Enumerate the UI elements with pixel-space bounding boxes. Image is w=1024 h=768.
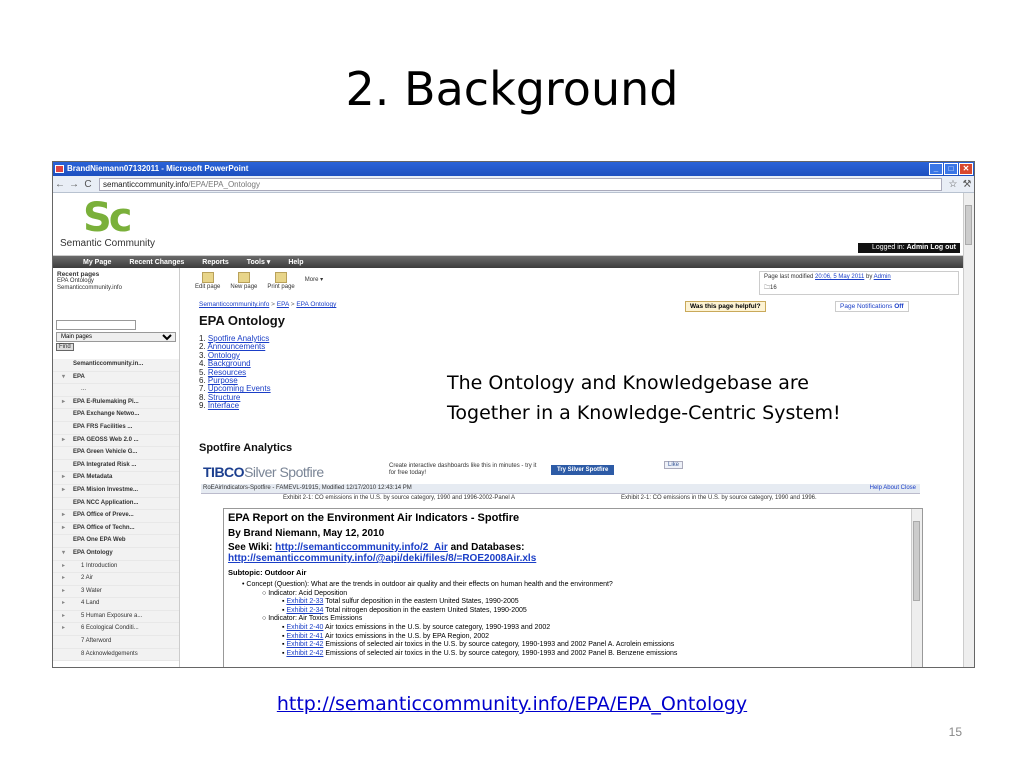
logout-link[interactable]: Log out [930, 244, 956, 251]
login-status [858, 243, 960, 253]
forward-icon[interactable]: → [69, 178, 79, 190]
exhibit-link[interactable]: Exhibit 2-42 [286, 649, 324, 657]
bullet: ○ [262, 589, 267, 597]
toc-link[interactable]: Resources [207, 367, 247, 377]
helpful-label: Was this page helpful? [690, 303, 761, 310]
breadcrumb-link[interactable]: Semanticcommunity.info [199, 301, 270, 308]
find-button[interactable]: Find [56, 343, 74, 351]
address-bar[interactable] [99, 178, 942, 191]
outline-text: Indicator: Acid Deposition [268, 589, 348, 597]
try-spotfire-button[interactable]: Try Silver Spotfire [551, 465, 614, 475]
exhibit-link[interactable]: Exhibit 2-33 [286, 598, 324, 606]
outline-item [228, 590, 908, 599]
tree-item[interactable]: EPA Integrated Risk ... [53, 460, 179, 473]
outline-item [228, 581, 908, 590]
report-title: EPA Report on the Environment Air Indicators - Spotfire [228, 512, 520, 524]
tree-item[interactable]: EPA NCC Application... [53, 498, 179, 511]
recent-pages-title: Recent pages [57, 271, 100, 278]
tree-item[interactable]: ▾ EPA Ontology [53, 548, 179, 561]
recent-page-link[interactable]: EPA Ontology [57, 278, 94, 284]
slide-number: 15 [948, 725, 962, 739]
tree-item[interactable]: ▾ EPA [53, 372, 179, 385]
toc-link[interactable]: Ontology [207, 350, 240, 360]
outline-item [228, 624, 908, 633]
notifications-state: Off [894, 303, 904, 310]
url-host: semanticcommunity.info [103, 179, 189, 189]
outline-item [228, 607, 908, 616]
toc-number: 9. [199, 401, 208, 411]
url-path: /EPA/EPA_Ontology [188, 179, 260, 189]
menu-my-page[interactable]: My Page [83, 258, 112, 266]
window-title: BrandNiemann07132011 - Microsoft PowerPoint [67, 164, 249, 173]
tree-item[interactable]: ▸ EPA GEOSS Web 2.0 ... [53, 435, 179, 448]
logged-in-label: Logged in: [871, 244, 905, 251]
toc-number: 8. [199, 392, 208, 402]
page-title: EPA Ontology [199, 313, 285, 328]
outline-item [228, 633, 908, 642]
search-input[interactable] [56, 320, 136, 330]
scroll-thumb[interactable] [913, 521, 920, 601]
spotfire-tab[interactable]: Exhibit 2-1: CO emissions in the U.S. by source category, 1990 and 1996-2002-Panel A [283, 495, 516, 501]
report-byline: By Brand Niemann, May 12, 2010 [228, 528, 385, 539]
table-of-contents [199, 335, 271, 411]
new-page-label: New page [230, 284, 258, 290]
outline-text: Concept (Question): What are the trends in outdoor air quality and their effects on human health and the environment? [246, 581, 613, 588]
bullet: • [242, 581, 245, 588]
tree-item[interactable]: ▸ 5 Human Exposure a... [53, 611, 179, 624]
tree-item[interactable]: ... [53, 384, 179, 397]
recent-pages [53, 268, 179, 295]
bullet: ▪ [282, 649, 285, 657]
tree-item[interactable]: ▸ 3 Water [53, 586, 179, 599]
spotfire-description: Create interactive dashboards like this in minutes - try it for free today! [389, 463, 537, 476]
print-page-label: Print page [267, 284, 295, 290]
modified-user-link[interactable]: Admin [873, 274, 891, 280]
close-icon[interactable]: ✕ [959, 163, 973, 175]
toc-number: 6. [199, 376, 208, 386]
toc-number: 7. [199, 384, 208, 394]
spotfire-file-info: RoEAirIndicators-Spotfire - FAMEVL-91915, Modified 12/17/2010 12:43:14 PM [203, 485, 412, 491]
toc-number: 3. [199, 350, 208, 360]
scroll-thumb[interactable] [965, 205, 972, 245]
outline-item [228, 598, 908, 607]
wiki-link[interactable]: http://semanticcommunity.info/2_Air [275, 542, 448, 553]
exhibit-link[interactable]: Exhibit 2-34 [286, 606, 324, 614]
report-subtopic: Subtopic: Outdoor Air [228, 568, 307, 577]
wiki-prefix: See Wiki: [228, 542, 273, 553]
page-helpful-widget[interactable] [685, 301, 766, 312]
toc-link[interactable]: Structure [207, 392, 241, 402]
spotfire-banner [201, 461, 721, 481]
app-icon [55, 165, 64, 173]
toc-number: 1. [199, 334, 208, 343]
minimize-icon[interactable]: _ [929, 163, 943, 175]
toc-link[interactable]: Upcoming Events [207, 384, 271, 394]
toc-number: 2. [199, 342, 208, 352]
site-logo-text: Semantic Community [60, 238, 156, 249]
spotfire-toolbar [201, 484, 920, 494]
tree-item[interactable]: 8 Acknowledgements [53, 649, 179, 662]
tree-item[interactable]: 7 Afterword [53, 636, 179, 649]
edit-page-label: Edit page [195, 284, 221, 290]
bullet: ○ [262, 615, 267, 623]
menu-tools[interactable]: Tools ▾ [246, 259, 271, 266]
tree-item[interactable]: ▸ 6 Ecological Conditi... [53, 623, 179, 636]
wiki-mid: and Databases: [450, 542, 525, 553]
outline-item [228, 641, 908, 650]
exhibit-link[interactable]: Exhibit 2-42 [286, 641, 324, 649]
modified-date-link[interactable]: 20:06, 5 May 2011 [815, 274, 865, 280]
bullet: ▪ [282, 598, 285, 606]
tibco-logo-text: TIBCO [203, 464, 245, 480]
toc-link[interactable]: Interface [207, 401, 240, 411]
site-logo[interactable]: Sc [83, 195, 130, 241]
menu-recent-changes[interactable]: Recent Changes [129, 258, 185, 266]
spotfire-tabs [201, 495, 920, 503]
outline-text: Indicator: Air Toxics Emissions [268, 615, 363, 623]
tree-item[interactable]: EPA FRS Facilities ... [53, 422, 179, 435]
outline-text: Total sulfur deposition in the eastern United States, 1990-2005 [325, 598, 519, 606]
report-links [228, 542, 908, 564]
tibco-logo [203, 464, 324, 480]
tree-item[interactable]: ▸ 4 Land [53, 598, 179, 611]
edit-page-button[interactable] [195, 272, 220, 291]
notifications-label: Page Notifications [840, 303, 893, 310]
toc-link[interactable]: Spotfire Analytics [207, 334, 270, 343]
spotfire-tab[interactable]: Exhibit 2-1: CO emissions in the U.S. by source category, 1990 and 1996. [621, 495, 817, 501]
search-scope-select[interactable] [56, 332, 176, 342]
facebook-like-button[interactable]: Like [664, 461, 683, 469]
reload-icon[interactable]: C [84, 178, 92, 190]
outline-item [228, 650, 908, 659]
tree-item[interactable]: ▸ 1 Introduction [53, 561, 179, 574]
files-count: 16 [770, 285, 777, 291]
recent-page-link[interactable]: Semanticcommunity.info [57, 285, 122, 291]
page-scrollbar[interactable] [963, 193, 974, 667]
menu-help[interactable]: Help [288, 258, 304, 266]
silver-spotfire-text: Silver Spotfire [244, 464, 324, 480]
tree-item[interactable]: EPA Exchange Netwo... [53, 409, 179, 422]
toc-number: 5. [199, 367, 208, 377]
slide-title: 2. Background [345, 62, 679, 116]
tree-item[interactable]: EPA Green Vehicle G... [53, 447, 179, 460]
tree-item[interactable]: EPA One EPA Web [53, 535, 179, 548]
back-icon[interactable]: ← [55, 178, 65, 190]
breadcrumb: Semanticcommunity.info > EPA > EPA Ontology [199, 301, 337, 308]
outline-text: Air toxics emissions in the U.S. by source category, 1990-1993 and 2002 [324, 623, 551, 631]
spotfire-menu-links[interactable]: Help About Close [869, 485, 916, 491]
tree-item[interactable]: ▸ EPA Office of Techn... [53, 523, 179, 536]
database-link[interactable]: http://semanticcommunity.info/@api/deki/files/8/=ROE2008Air.xls [228, 553, 537, 564]
search-form [56, 320, 136, 351]
exhibit-link[interactable]: Exhibit 2-40 [286, 623, 324, 631]
breadcrumb-link[interactable]: EPA [276, 301, 289, 308]
report-outline [228, 581, 908, 658]
bullet: ▪ [282, 641, 285, 649]
tree-item[interactable]: Semanticcommunity.in... [53, 359, 179, 372]
bullet: ▪ [282, 623, 285, 631]
main-content [181, 268, 961, 668]
maximize-icon[interactable]: □ [944, 163, 958, 175]
exhibit-link[interactable]: Exhibit 2-41 [286, 632, 324, 640]
outline-text: Air toxics emissions in the U.S. by EPA Region, 2002 [324, 632, 490, 640]
wrench-icon[interactable]: ⚒ [962, 178, 972, 190]
slide-callout: The Ontology and Knowledgebase are Together in a Knowledge-Centric System! [447, 372, 841, 424]
breadcrumb-link[interactable]: EPA Ontology [296, 301, 337, 308]
tree-item[interactable]: ▸ 2 Air [53, 573, 179, 586]
star-icon[interactable]: ☆ [948, 178, 958, 190]
logged-in-user[interactable]: Admin [906, 244, 929, 251]
print-icon [275, 272, 287, 283]
report-scrollbar[interactable] [911, 509, 922, 668]
bullet: ▪ [282, 606, 285, 614]
browser-toolbar [53, 176, 974, 193]
left-sidebar [53, 268, 180, 668]
outline-text: Emissions of selected air toxics in the U.S. by source category, 1990-1993 and 2002 Panel B. Benzene emissions [325, 649, 678, 657]
section-heading: Spotfire Analytics [199, 442, 293, 454]
slide-url-link[interactable]: http://semanticcommunity.info/EPA/EPA_Ontology [276, 693, 748, 715]
new-page-icon [238, 272, 250, 283]
toc-number: 4. [199, 359, 208, 369]
page-notifications[interactable] [835, 301, 909, 312]
modified-label: Page last modified [764, 274, 814, 280]
outline-text: Emissions of selected air toxics in the U.S. by source category, 1990-1993 and 2002 Panel A. Acrolein emissions [325, 641, 675, 649]
menu-reports[interactable]: Reports [202, 258, 229, 266]
outline-item [228, 615, 908, 624]
print-page-button[interactable] [267, 272, 294, 291]
spotfire-report-panel [223, 508, 923, 668]
outline-text: Total nitrogen deposition in the eastern United States, 1990-2005 [325, 606, 527, 614]
toc-link[interactable]: Announcements [207, 342, 266, 352]
modified-by: by [865, 274, 873, 280]
new-page-button[interactable] [230, 272, 257, 291]
site-header [53, 193, 974, 256]
tree-item[interactable]: ▸ EPA E-Rulemaking Pi... [53, 397, 179, 410]
folder-icon[interactable]: 🗀 [764, 285, 771, 291]
edit-icon [202, 272, 214, 283]
tree-item[interactable]: ▸ EPA Office of Preve... [53, 510, 179, 523]
page-info-box [759, 271, 959, 295]
site-menu [53, 256, 974, 268]
toc-link[interactable]: Background [207, 359, 251, 369]
more-button[interactable] [305, 272, 323, 291]
bullet: ▪ [282, 632, 285, 640]
toc-link[interactable]: Purpose [207, 376, 238, 386]
window-titlebar [53, 162, 974, 176]
page-actions [195, 272, 323, 291]
page-tree [53, 359, 179, 661]
tree-item[interactable]: ▸ EPA Mision Investme... [53, 485, 179, 498]
toc-item [199, 402, 271, 410]
tree-item[interactable]: ▸ EPA Metadata [53, 472, 179, 485]
more-label: More ▾ [304, 277, 324, 283]
